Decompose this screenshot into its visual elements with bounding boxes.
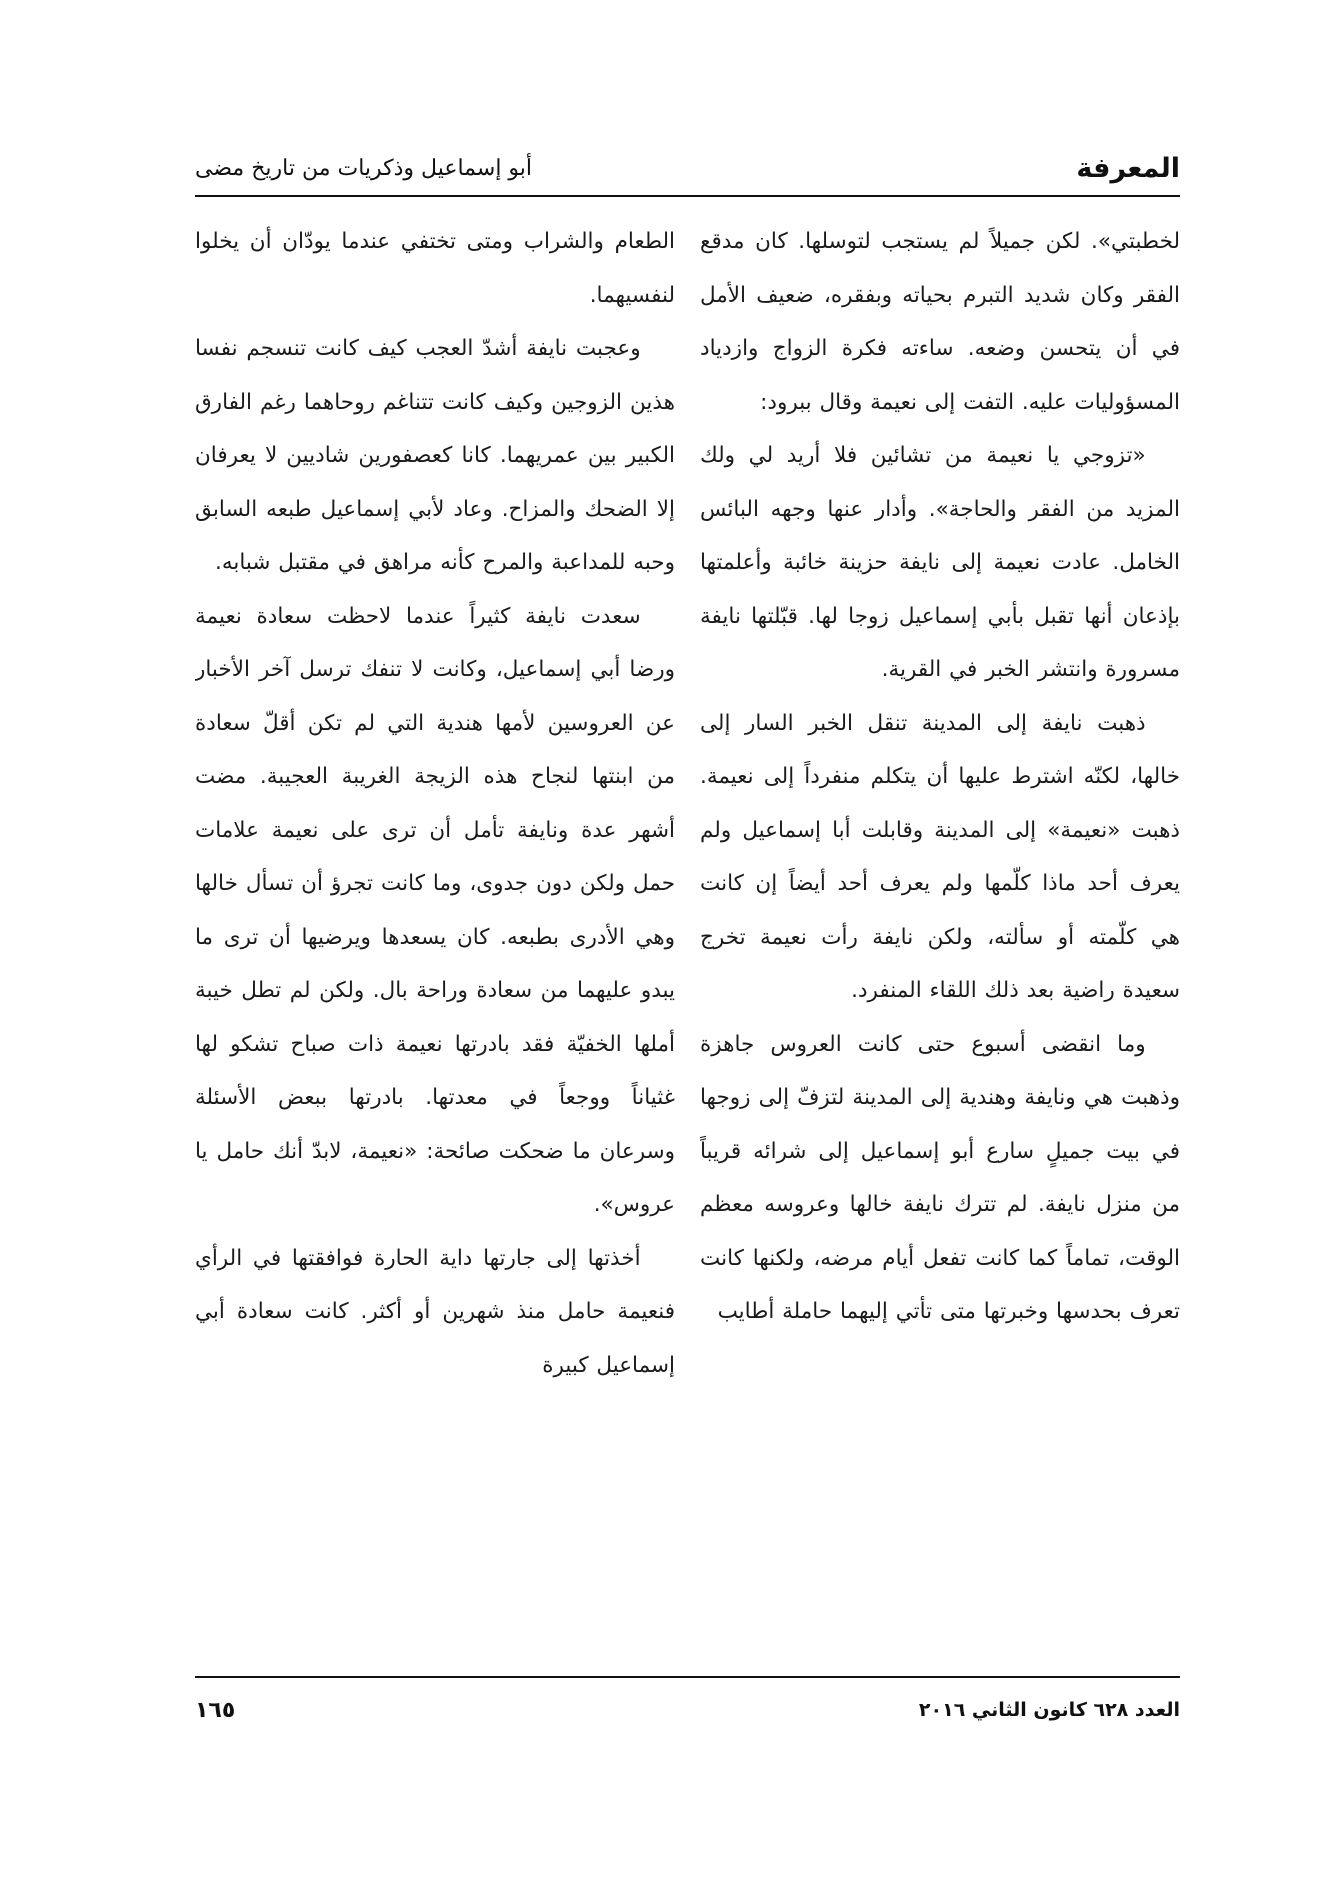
paragraph: ذهبت نايفة إلى المدينة تنقل الخبر السار إلى خالها، لكنّه اشترط عليها أن يتكلم منفرداً إلى نعيمة. ذهبت «نعيمة» إلى المدينة وقابلت أبا إسماعيل ولم يعرف أحد ماذا كلّمها ولم يعرف أحد أيضاً إن كانت هي كلّمته أو سألته، ولكن نايفة رأت نعيمة تخرج سعيدة راضية بعد ذلك اللقاء المنفرد. <box>700 710 1180 1003</box>
running-title: أبو إسماعيل وذكريات من تاريخ مضى <box>195 155 533 181</box>
paragraph: «تزوجي يا نعيمة من تشائين فلا أريد لي ولك المزيد من الفقر والحاجة». وأدار عنها وجهه البائس الخامل. عادت نعيمة إلى نايفة حزينة خائبة وأعلمتها بإذعان أنها تقبل بأبي إسماعيل زوجا لها. قبّلتها نايفة مسرورة وانتشر الخبر في القرية. <box>700 443 1180 682</box>
footer-rule <box>195 1676 1180 1678</box>
paragraph: لخطبتي». لكن جميلاً لم يستجب لتوسلها. كان مدقع الفقر وكان شديد التبرم بحياته وبفقره، ضعيف الأمل في أن يتحسن وضعه. ساءته فكرة الزواج وازدياد المسؤوليات عليه. التفت إلى نعيمة وقال ببرود: <box>700 229 1180 415</box>
header-rule <box>195 195 1180 197</box>
paragraph: الطعام والشراب ومتى تختفي عندما يودّان أن يخلوا لنفسيهما. <box>195 229 675 308</box>
text-column-right <box>700 215 1180 1665</box>
paragraph: أخذتها إلى جارتها داية الحارة فوافقتها في الرأي فنعيمة حامل منذ شهرين أو أكثر. كانت سعادة أبي إسماعيل كبيرة <box>195 1245 675 1378</box>
paragraph: وعجبت نايفة أشدّ العجب كيف كانت تنسجم نفسا هذين الزوجين وكيف كانت تتناغم روحاهما رغم الفارق الكبير بين عمريهما. كانا كعصفورين شاديين لا يعرفان إلا الضحك والمزاح. وعاد لأبي إسماعيل طبعه السابق وحبه للمداعبة والمرح كأنه مراهق في مقتبل شبابه. <box>195 336 675 575</box>
magazine-logo: المعرفة <box>1076 152 1180 184</box>
paragraph: سعدت نايفة كثيراً عندما لاحظت سعادة نعيمة ورضا أبي إسماعيل، وكانت لا تنفك ترسل آخر الأخبار عن العروسين لأمها هندية التي لم تكن أقلّ سعادة من ابنتها لنجاح هذه الزيجة الغريبة العجيبة. مضت أشهر عدة ونايفة تأمل أن ترى على نعيمة علامات حمل ولكن دون جدوى، وما كانت تجرؤ أن تسأل خالها وهي الأدرى بطبعه. كان يسعدها ويرضيها أن ترى ما يبدو عليهما من سعادة وراحة بال. ولكن لم تطل خيبة أملها الخفيّة فقد بادرتها نعيمة ذات صباح تشكو لها غثياناً ووجعاً في معدتها. بادرتها ببعض الأسئلة وسرعان ما ضحكت صائحة: «نعيمة، لابدّ أنك حامل يا عروس». <box>195 603 675 1217</box>
text-column-left <box>195 215 675 1665</box>
page-header <box>195 145 1180 191</box>
paragraph: وما انقضى أسبوع حتى كانت العروس جاهزة وذهبت هي ونايفة وهندية إلى المدينة لتزفّ إلى زوجها في بيت جميلٍ سارع أبو إسماعيل إلى شرائه قريباً من منزل نايفة. لم تترك نايفة خالها وعروسه معظم الوقت، تماماً كما كانت تفعل أيام مرضه، ولكنها كانت تعرف بحدسها وخبرتها متى تأتي إليهما حاملة أطايب <box>700 1031 1180 1324</box>
issue-info: العدد ٦٢٨ كانون الثاني ٢٠١٦ <box>918 1699 1180 1721</box>
page-footer <box>195 1690 1180 1730</box>
page-number: ١٦٥ <box>195 1697 236 1723</box>
